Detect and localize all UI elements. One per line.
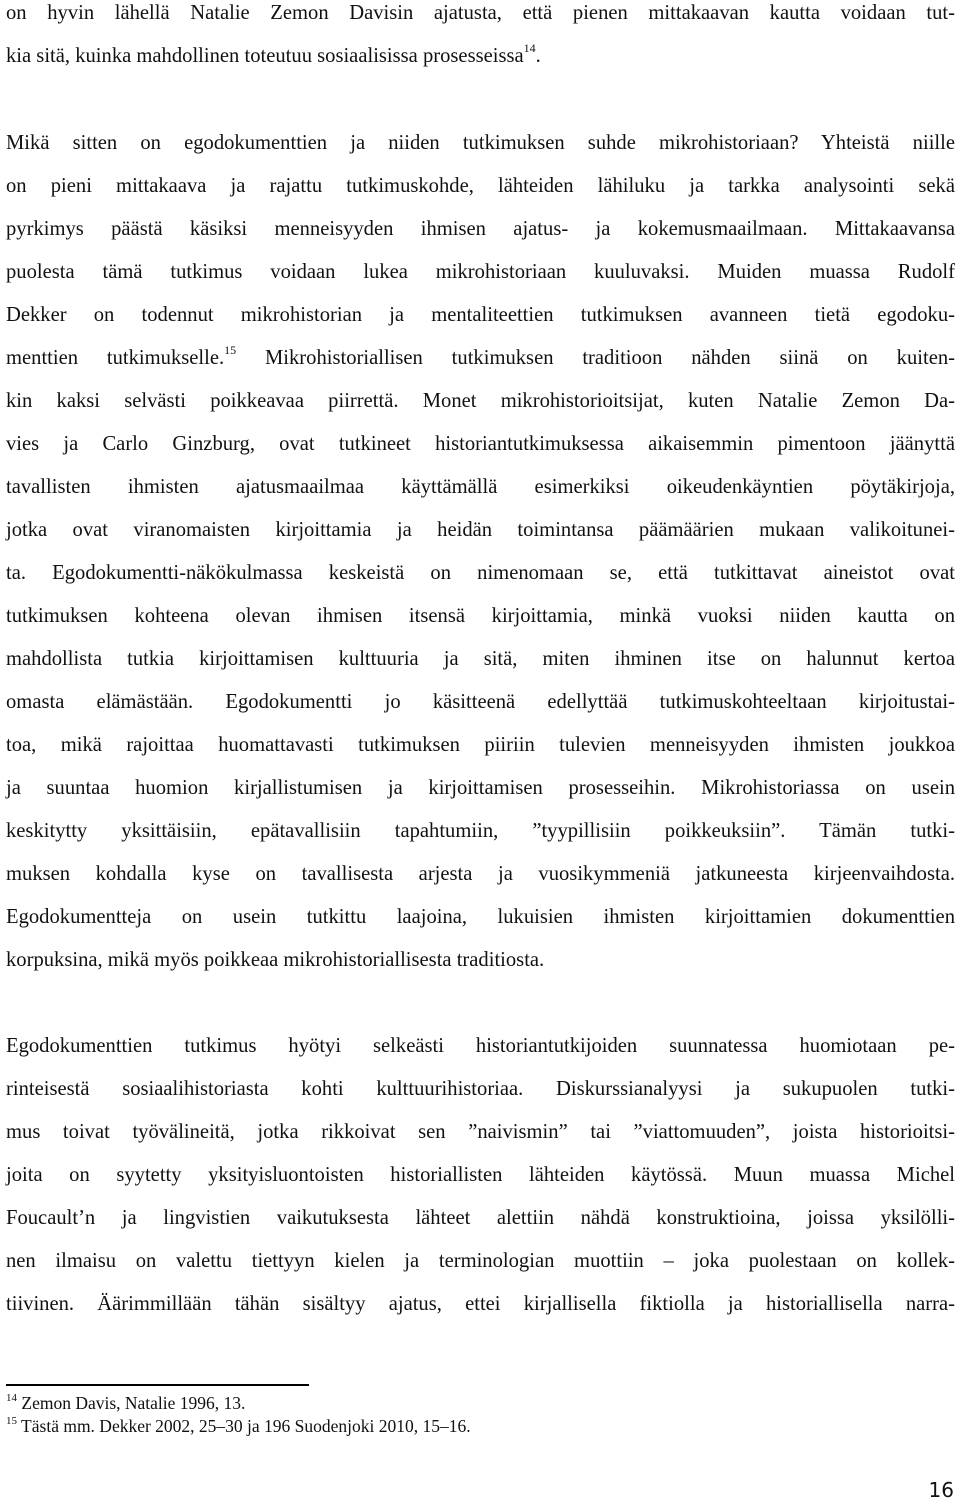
text-line: ta. Egodokumentti-näkökulmassa keskeistä on nimenomaan se, että tutkittavat aineistot ovat bbox=[6, 562, 955, 584]
text-line: vies ja Carlo Ginzburg, ovat tutkineet historiantutkimuksessa aikaisemmin pimentoon jäänyttä bbox=[6, 433, 955, 455]
footnote-divider bbox=[6, 1384, 309, 1386]
text-line: Egodokumenttien tutkimus hyötyi selkeästi historiantutkijoiden suunnatessa huomiotaan pe- bbox=[6, 1035, 955, 1057]
text-line: Foucault’n ja lingvistien vaikutuksesta lähteet alettiin nähdä konstruktioina, joissa yksilölli- bbox=[6, 1207, 955, 1229]
text-line: omasta elämästään. Egodokumentti jo käsitteenä edellyttää tutkimuskohteeltaan kirjoitustai- bbox=[6, 691, 955, 713]
page-number: 16 bbox=[928, 1478, 954, 1502]
text-line: kin kaksi selvästi poikkeavaa piirrettä. Monet mikrohistorioitsijat, kuten Natalie Zemon Da- bbox=[6, 390, 955, 412]
text-line: jotka ovat viranomaisten kirjoittamia ja heidän toimintansa päämäärien mukaan valikoitunei- bbox=[6, 519, 955, 541]
footnote: $^{14}$ Zemon Davis, Natalie 1996, 13. bbox=[6, 1392, 246, 1413]
text-line: ja suuntaa huomion kirjallistumisen ja kirjoittamisen prosesseihin. Mikrohistoriassa on usein bbox=[6, 777, 955, 799]
footnote-ref: 14 bbox=[523, 41, 536, 55]
text-line: mahdollista tutkia kirjoittamisen kulttuuria ja sitä, miten ihminen itse on halunnut kertoa bbox=[6, 648, 955, 670]
text-line: menttien tutkimukselle.$^{15}$ Mikrohistoriallisen tutkimuksen traditioon nähden siinä on kuiten- bbox=[6, 343, 955, 369]
text-line: keskitytty yksittäisiin, epätavallisiin tapahtumiin, ”tyypillisiin poikkeuksiin”. Tämän tutki- bbox=[6, 820, 955, 842]
text-line: puolesta tämä tutkimus voidaan lukea mikrohistoriaan kuuluvaksi. Muiden muassa Rudolf bbox=[6, 261, 955, 283]
text-line: on hyvin lähellä Natalie Zemon Davisin ajatusta, että pienen mittakaavan kautta voidaan tut- bbox=[6, 2, 955, 24]
text-line: rinteisestä sosiaalihistoriasta kohti kulttuurihistoriaa. Diskurssianalyysi ja sukupuolen tutki- bbox=[6, 1078, 955, 1100]
text-line: pyrkimys päästä käsiksi menneisyyden ihmisen ajatus- ja kokemusmaailmaan. Mittakaavansa bbox=[6, 218, 955, 240]
text-line: Egodokumentteja on usein tutkittu laajoina, lukuisien ihmisten kirjoittamien dokumenttien bbox=[6, 906, 955, 928]
text-line: joita on syytetty yksityisluontoisten historiallisten lähteiden käytössä. Muun muassa Michel bbox=[6, 1164, 955, 1186]
text-line: muksen kohdalla kyse on tavallisesta arjesta ja vuosikymmeniä jatkuneesta kirjeenvaihdosta. bbox=[6, 863, 955, 885]
text-line: kia sitä, kuinka mahdollinen toteutuu sosiaalisissa prosesseissa$^{14}$. bbox=[6, 41, 541, 67]
text-line: on pieni mittakaava ja rajattu tutkimuskohde, lähteiden lähiluku ja tarkka analysointi sekä bbox=[6, 175, 955, 197]
text-line: nen ilmaisu on valettu tiettyyn kielen ja terminologian muottiin – joka puolestaan on kollek- bbox=[6, 1250, 955, 1272]
text-line: tiivinen. Äärimmillään tähän sisältyy ajatus, ettei kirjallisella fiktiolla ja historiallisella narra- bbox=[6, 1293, 955, 1315]
footnote-ref: 15 bbox=[224, 343, 237, 357]
text-line: korpuksina, mikä myös poikkeaa mikrohistoriallisesta traditiosta. bbox=[6, 949, 545, 971]
text-line: Dekker on todennut mikrohistorian ja mentaliteettien tutkimuksen avanneen tietä egodoku- bbox=[6, 304, 955, 326]
footnote: $^{15}$ Tästä mm. Dekker 2002, 25–30 ja 196 Suodenjoki 2010, 15–16. bbox=[6, 1415, 471, 1436]
text-line: tutkimuksen kohteena olevan ihmisen itsensä kirjoittamia, minkä vuoksi niiden kautta on bbox=[6, 605, 955, 627]
text-line: Mikä sitten on egodokumenttien ja niiden tutkimuksen suhde mikrohistoriaan? Yhteistä niille bbox=[6, 132, 955, 154]
text-line: mus toivat työvälineitä, jotka rikkoivat sen ”naivismin” tai ”viattomuuden”, joista historioitsi- bbox=[6, 1121, 955, 1143]
text-line: tavallisten ihmisten ajatusmaailmaa käyttämällä esimerkiksi oikeudenkäyntien pöytäkirjoja, bbox=[6, 476, 955, 498]
text-line: toa, mikä rajoittaa huomattavasti tutkimuksen piiriin tulevien menneisyyden ihmisten joukkoa bbox=[6, 734, 955, 756]
